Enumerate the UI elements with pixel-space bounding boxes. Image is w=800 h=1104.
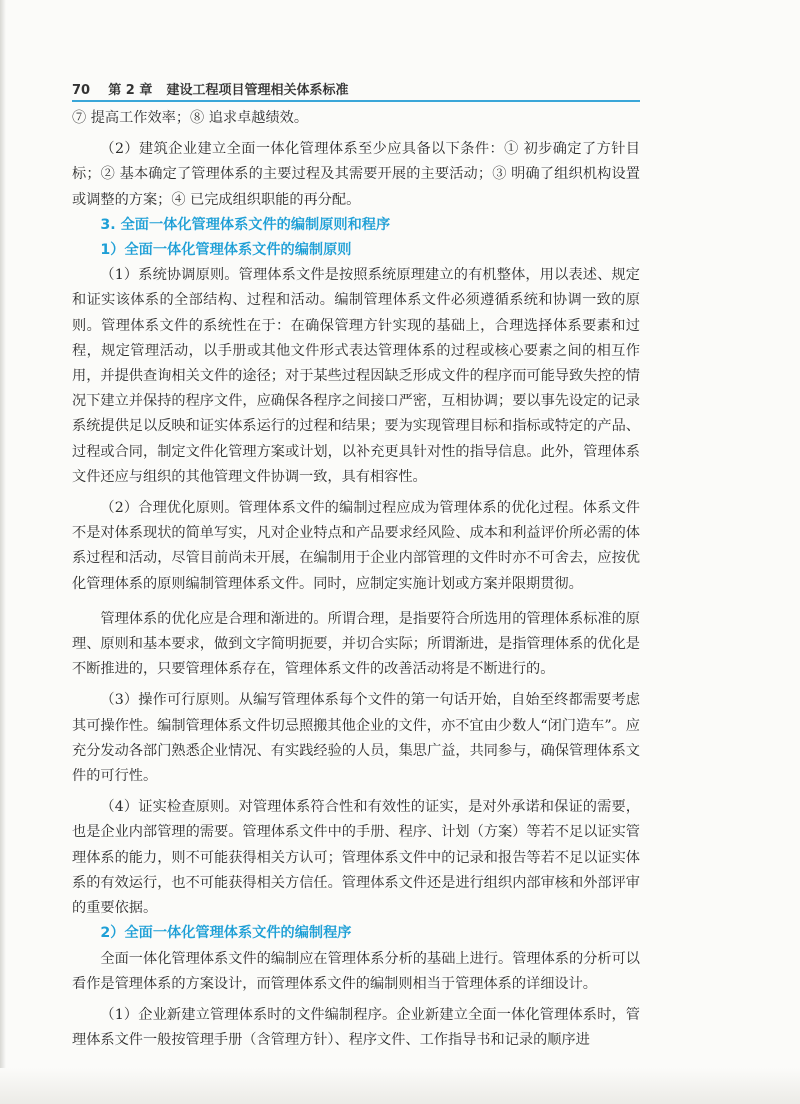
paragraph: 管理体系的优化应是合理和渐进的。所谓合理，是指要符合所选用的管理体系标准的原理、原则和基本要求，做到文字简明扼要，并切合实际；所谓渐进，是指管理体系的优化是不断推进的，只要管理体系存在，管理体系文件的改善活动将是不断进行的。 [72,610,640,678]
page-header [72,79,640,99]
paragraph: （3）操作可行原则。从编写管理体系每个文件的第一句话开始，自始至终都需要考虑其可操作性。编制管理体系文件切忌照搬其他企业的文件，亦不宜由少数人“闭门造车”。应充分发动各部门熟悉企业情况、有实践经验的人员，集思广益，共同参与，确保管理体系文件的可行性。 [72,692,640,785]
page-body [72,106,640,1053]
paragraph: （4）证实检查原则。对管理体系符合性和有效性的证实，是对外承诺和保证的需要，也是企业内部管理的需要。管理体系文件中的手册、程序、计划（方案）等若不足以证实管理体系的能力，则不可能获得相关方认可；管理体系文件中的记录和报告等若不足以证实体系的有效运行，也不可能获得相关方信任。管理体系文件还是进行组织内部审核和外部评审的重要依据。 [72,799,640,917]
paragraph: （2）合理优化原则。管理体系文件的编制过程应成为管理体系的优化过程。体系文件不是对体系现状的简单写实，凡对企业特点和产品要求经风险、成本和利益评价所必需的体系过程和活动，尽管目前尚未开展，在编制用于企业内部管理的文件时亦不可舍去，应按优化管理体系的原则编制管理体系文件。同时，应制定实施计划或方案并限期贯彻。 [72,500,640,592]
section-heading: 3. 全面一体化管理体系文件的编制原则和程序 [100,216,391,233]
paragraph: （1）企业新建立管理体系时的文件编制程序。企业新建立全面一体化管理体系时，管理体系文件一般按管理手册（含管理方针）、程序文件、工作指导书和记录的顺序进 [72,1006,640,1049]
paragraph: （2）建筑企业建立全面一体化管理体系至少应具备以下条件：① 初步确定了方针目标；② 基本确定了管理体系的主要过程及其需要开展的主要活动；③ 明确了组织机构设置或调整的方案；④ 已完成组织职能的再分配。 [72,141,640,208]
chapter-label: 第 2 章 [108,83,153,98]
paragraph: ⑦ 提高工作效率；⑧ 追求卓越绩效。 [72,110,309,126]
paragraph: （1）系统协调原则。管理体系文件是按照系统原理建立的有机整体，用以表述、规定和证实该体系的全部结构、过程和活动。编制管理体系文件必须遵循系统和协调一致的原则。管理体系文件的系统性在于：在确保管理方针实现的基础上，合理选择体系要素和过程，规定管理活动，以手册或其他文件形式表达管理体系的过程或核心要素之间的相互作用，并提供查询相关文件的途径；对于某些过程因缺乏形成文件的程序而可能导致失控的情况下建立并保持的程序文件，应确保各程序之间接口严密，互相协调；要以事先设定的记录系统提供足以反映和证实体系运行的过程和结果；要为实现管理目标和指标或特定的产品、过程或合同，制定文件化管理方案或计划，以补充更具针对性的指导信息。此外，管理体系文件还应与组织的其他管理文件协调一致，具有相容性。 [72,267,640,485]
page-number: 70 [72,83,91,98]
chapter-title: 建设工程项目管理相关体系标准 [166,83,349,98]
page-edge-shadow [0,0,6,1104]
subsection-heading: 1）全面一体化管理体系文件的编制原则 [100,242,352,259]
subsection-heading: 2）全面一体化管理体系文件的编制程序 [100,925,352,942]
header-rule [72,100,640,102]
page-bottom-shade [0,1068,800,1104]
paragraph: 全面一体化管理体系文件的编制应在管理体系分析的基础上进行。管理体系的分析可以看作是管理体系的方案设计，而管理体系文件的编制则相当于管理体系的详细设计。 [72,950,640,992]
